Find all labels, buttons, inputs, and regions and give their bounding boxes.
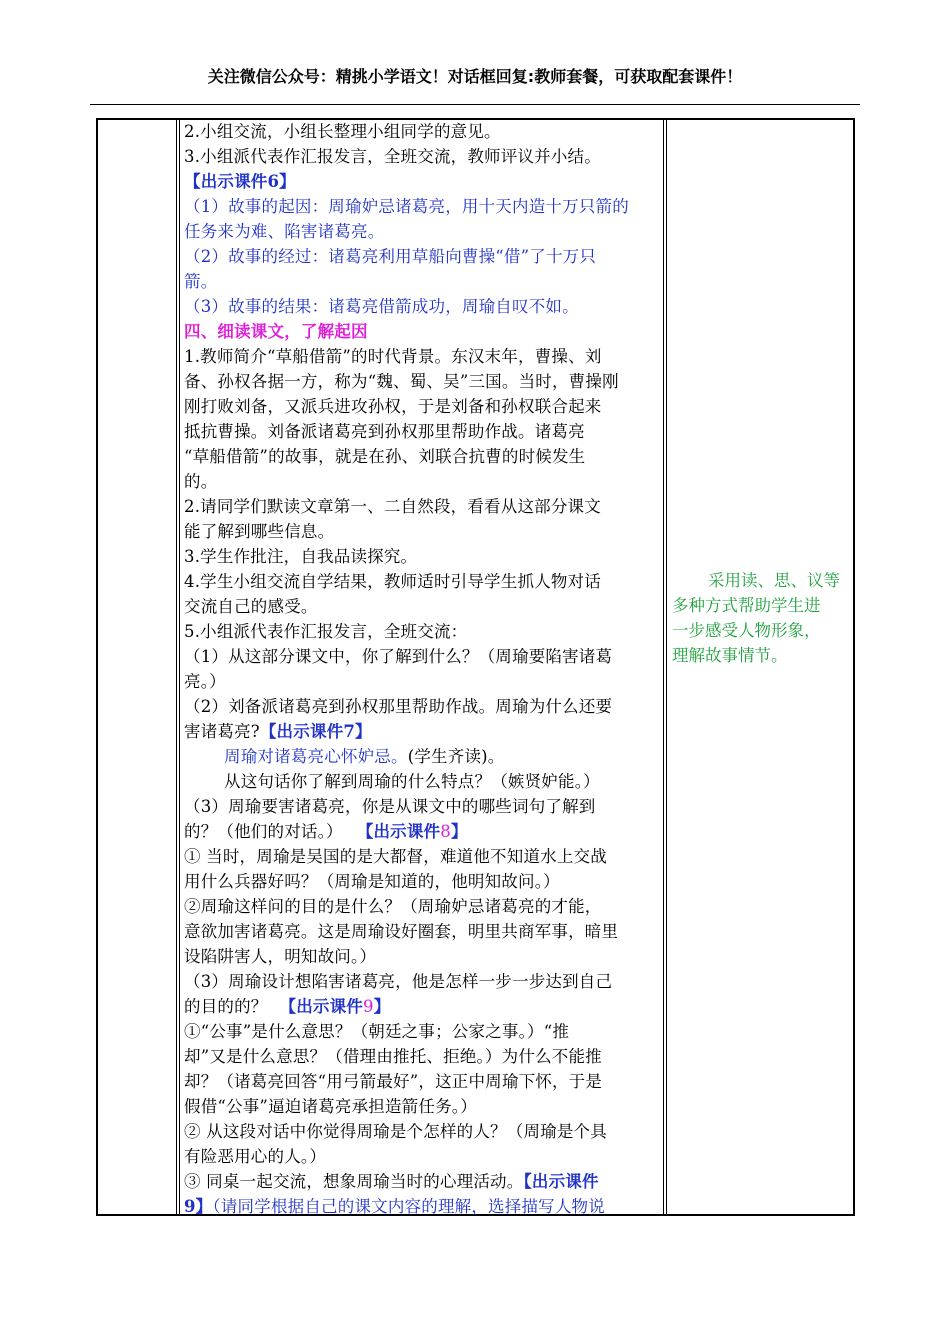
content-line: 刚打败刘备，又派兵进攻孙权，于是刘备和孙权联合起来 (184, 397, 602, 416)
content-line (184, 1194, 662, 1219)
design-intent-cell (672, 568, 852, 668)
courseware-tag: 【出示课件6】 (184, 172, 296, 191)
content-line: 箭。 (184, 272, 218, 291)
content-line (184, 719, 662, 744)
content-line: 亮。） (184, 672, 226, 691)
content-line: （2）故事的经过：诸葛亮利用草船向曹操“借”了十万只 (184, 247, 597, 266)
content-line (184, 1169, 662, 1194)
content-line: 从这句话你了解到周瑜的什么特点？（嫉贤妒能。） (224, 772, 600, 791)
page-header: 关注微信公众号：精挑小学语文！对话框回复:教师套餐，可获取配套课件！ (207, 67, 743, 86)
courseware-number: 9 (363, 997, 374, 1016)
courseware-tag: 9】 (184, 1197, 213, 1216)
content-line: 的。 (184, 472, 218, 491)
courseware-tag: 】 (373, 997, 391, 1016)
section-heading: 四、细读课文，了解起因 (184, 322, 368, 341)
content-line: 能了解到哪些信息。 (184, 522, 335, 541)
content-line: ①“公事”是什么意思？（朝廷之事；公家之事。）“推 (184, 1022, 570, 1041)
content-line: （3）周瑜要害诸葛亮，你是从课文中的哪些词句了解到 (184, 797, 596, 816)
content-line: 4.学生小组交流自学结果，教师适时引导学生抓人物对话 (184, 572, 601, 591)
content-line (184, 819, 662, 844)
content-line: 2.小组交流，小组长整理小组同学的意见。 (184, 122, 501, 141)
column-divider (179, 120, 180, 1214)
content-line: 假借“公事”逼迫诸葛亮承担造箭任务。） (184, 1097, 477, 1116)
teaching-process-cell (184, 119, 662, 1219)
content-line (184, 994, 662, 1019)
courseware-tag: 【出示课件 (523, 1172, 599, 1191)
column-divider (176, 120, 177, 1214)
courseware-tag: 】 (450, 822, 468, 841)
content-line: 2.请同学们默读文章第一、二自然段，看看从这部分课文 (184, 497, 601, 516)
content-line: 3.学生作批注，自我品读探究。 (184, 547, 418, 566)
content-line: 有险恶用心的人。） (184, 1147, 327, 1166)
content-line: （1）故事的起因：周瑜妒忌诸葛亮，用十天内造十万只箭的 (184, 197, 629, 216)
content-line: 任务来为难、陷害诸葛亮。 (184, 222, 385, 241)
content-line: ②周瑜这样问的目的是什么？（周瑜妒忌诸葛亮的才能， (184, 897, 602, 916)
content-line: （3）故事的结果：诸葛亮借箭成功，周瑜自叹不如。 (184, 297, 579, 316)
note-line: 理解故事情节。 (672, 646, 788, 665)
content-text: 的？（他们的对话。） (184, 822, 343, 841)
content-line: 意欲加害诸葛亮。这是周瑜设好圈套，明里共商军事，暗里 (184, 922, 619, 941)
content-text: 的目的的？ (184, 997, 268, 1016)
column-divider (663, 120, 664, 1214)
content-line: 设陷阱害人，明知故问。） (184, 947, 377, 966)
content-line: 用什么兵器好吗？（周瑜是知道的，他明知故问。） (184, 872, 560, 891)
column-divider (666, 120, 667, 1214)
courseware-tag: 【出示课件7】 (259, 722, 372, 741)
content-line (184, 744, 662, 769)
content-line: ① 当时，周瑜是吴国的是大都督，难道他不知道水上交战 (184, 847, 607, 866)
content-line: （2）刘备派诸葛亮到孙权那里帮助作战。周瑜为什么还要 (184, 697, 613, 716)
content-line: 5.小组派代表作汇报发言，全班交流： (184, 622, 468, 641)
content-line: 却”又是什么意思？（借理由推托、拒绝。）为什么不能推 (184, 1047, 602, 1066)
courseware-number: 8 (440, 822, 451, 841)
header-divider (90, 104, 860, 105)
content-text: （请同学根据自己的课文内容的理解，选择描写人物说 (212, 1197, 605, 1216)
content-text: ③ 同桌一起交流，想象周瑜当时的心理活动。 (184, 1172, 524, 1191)
content-line: 备、孙权各据一方，称为“魏、蜀、吴”三国。当时，曹操刚 (184, 372, 619, 391)
content-line: 3.小组派代表作汇报发言，全班交流，教师评议并小结。 (184, 147, 601, 166)
content-line: 抵抗曹操。刘备派诸葛亮到孙权那里帮助作战。诸葛亮 (184, 422, 585, 441)
content-line: （1）从这部分课文中，你了解到什么？（周瑜要陷害诸葛 (184, 647, 613, 666)
note-line: 多种方式帮助学生进 (672, 596, 821, 615)
content-line: “草船借箭”的故事，就是在孙、刘联合抗曹的时候发生 (184, 447, 586, 466)
note-line: 采用读、思、议等 (708, 571, 840, 590)
content-line: （3）周瑜设计想陷害诸葛亮，他是怎样一步一步达到自己 (184, 972, 613, 991)
courseware-tag: 【出示课件 (356, 822, 441, 841)
content-line: 1.教师简介“草船借箭”的时代背景。东汉末年，曹操、刘 (184, 347, 602, 366)
content-line: ② 从这段对话中你觉得周瑜是个怎样的人？（周瑜是个具 (184, 1122, 607, 1141)
content-text: 害诸葛亮? (184, 722, 260, 741)
content-text: (学生齐读)。 (407, 747, 505, 766)
note-line: 一步感受人物形象， (672, 621, 821, 640)
content-line: 交流自己的感受。 (184, 597, 318, 616)
content-line: 却？（诸葛亮回答“用弓箭最好”，这正中周瑜下怀，于是 (184, 1072, 603, 1091)
quote-text: 周瑜对诸葛亮心怀妒忌。 (224, 747, 408, 766)
courseware-tag: 【出示课件 (279, 997, 363, 1016)
